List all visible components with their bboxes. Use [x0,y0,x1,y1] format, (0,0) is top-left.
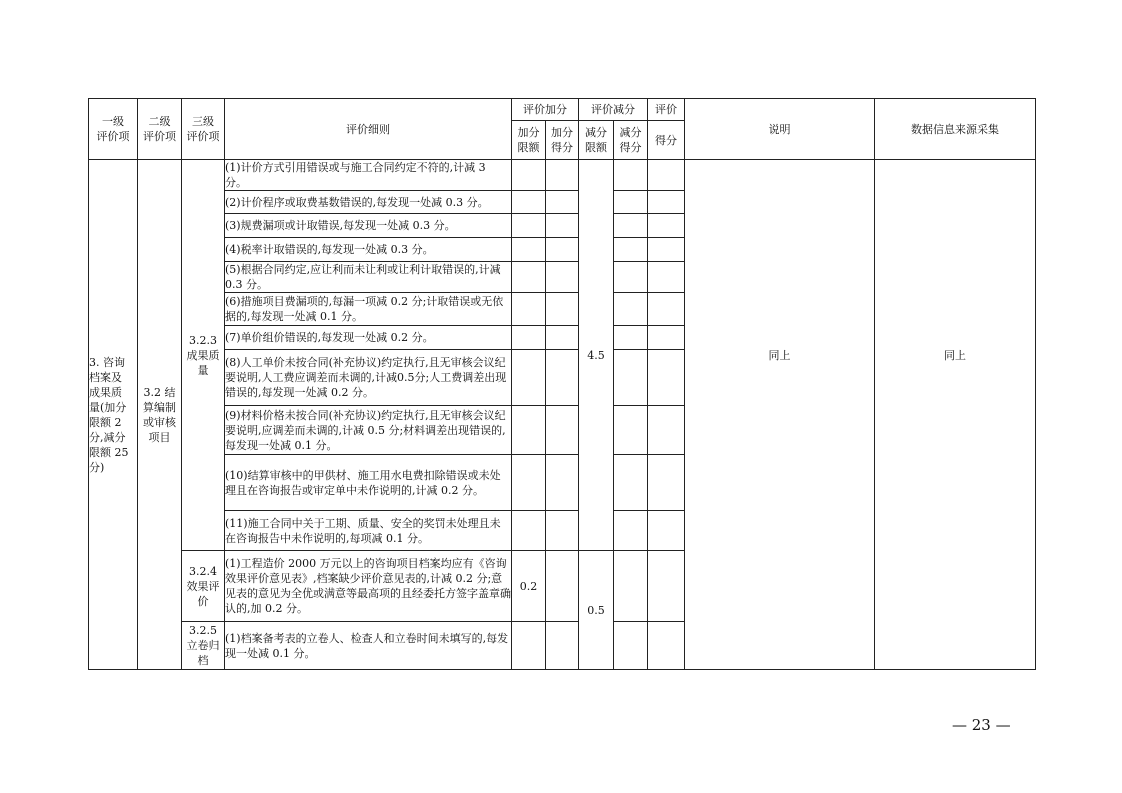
sub-score-cell [614,214,648,238]
eval-score-cell [648,511,685,551]
detail-item: (11)施工合同中关于工期、质量、安全的奖罚未处理且未在咨询报告中未作说明的,每项减 0.1 分。 [225,511,512,551]
detail-item: (2)计价程序或取费基数错误的,每发现一处减 0.3 分。 [225,191,512,214]
sub-score-cell [614,160,648,191]
add-score-cell [546,406,579,455]
sub-score-cell [614,511,648,551]
add-limit-cell [512,238,546,262]
sub-score-cell [614,455,648,511]
eval-score-cell [648,191,685,214]
sub-limit-value-2: 0.5 [579,551,614,670]
explain-value: 同上 [685,160,875,670]
eval-score-cell [648,326,685,350]
header-level1: 一级 评价项 [89,99,138,160]
detail-item: (7)单价组价错误的,每发现一处减 0.2 分。 [225,326,512,350]
header-eval-score: 得分 [648,121,685,160]
add-limit-value: 0.2 [512,551,546,622]
source-value: 同上 [875,160,1036,670]
eval-score-cell [648,350,685,406]
detail-item: (1)档案备考表的立卷人、检查人和立卷时间未填写的,每发现一处减 0.1 分。 [225,622,512,670]
eval-score-cell [648,214,685,238]
sub-score-cell [614,551,648,622]
detail-item: (1)计价方式引用错误或与施工合同约定不符的,计减 3 分。 [225,160,512,191]
level3-item-archive: 3.2.5 立卷归 档 [182,622,225,670]
sub-score-cell [614,293,648,326]
header-eval: 评价 [648,99,685,121]
eval-score-cell [648,293,685,326]
detail-item: (5)根据合同约定,应让利而未让利或让利计取错误的,计减 0.3 分。 [225,262,512,293]
sub-limit-value: 4.5 [579,160,614,551]
add-score-cell [546,551,579,622]
add-score-cell [546,350,579,406]
header-add-score: 加分 得分 [546,121,579,160]
header-detail: 评价细则 [225,99,512,160]
page-number: — 23 — [952,716,1011,734]
sub-score-cell [614,262,648,293]
header-add-limit: 加分 限额 [512,121,546,160]
detail-item: (10)结算审核中的甲供材、施工用水电费扣除错误或未处理且在咨询报告或审定单中未作说明的,计减 0.2 分。 [225,455,512,511]
header-level2: 二级 评价项 [138,99,182,160]
add-score-cell [546,511,579,551]
add-score-cell [546,160,579,191]
eval-score-cell [648,622,685,670]
level1-item: 3. 咨询 档案及 成果质 量(加分 限额 2 分,减分 限额 25 分) [89,160,138,670]
add-limit-cell [512,350,546,406]
add-score-cell [546,293,579,326]
add-limit-cell [512,511,546,551]
add-limit-cell [512,326,546,350]
add-limit-cell [512,406,546,455]
add-score-cell [546,622,579,670]
sub-score-cell [614,406,648,455]
eval-score-cell [648,160,685,191]
sub-score-cell [614,326,648,350]
detail-item: (1)工程造价 2000 万元以上的咨询项目档案均应有《咨询效果评价意见表》,档案缺少评价意见表的,计减 0.2 分;意见表的意见为全优或满意等最高项的且经委托方签字盖章确认的,加 0.2 分。 [225,551,512,622]
add-score-cell [546,238,579,262]
sub-score-cell [614,238,648,262]
header-sub-score: 减分 得分 [614,121,648,160]
sub-score-cell [614,622,648,670]
level2-item: 3.2 结 算编制 或审核 项目 [138,160,182,670]
level3-item-effect: 3.2.4 效果评 价 [182,551,225,622]
header-explain: 说明 [685,99,875,160]
add-limit-cell [512,214,546,238]
level3-item-quality: 3.2.3 成果质 量 [182,160,225,551]
evaluation-table [88,98,1036,670]
add-score-cell [546,455,579,511]
eval-score-cell [648,238,685,262]
add-limit-cell [512,160,546,191]
header-add-group: 评价加分 [512,99,579,121]
detail-item: (3)规费漏项或计取错误,每发现一处减 0.3 分。 [225,214,512,238]
header-source: 数据信息来源采集 [875,99,1036,160]
detail-item: (6)措施项目费漏项的,每漏一项减 0.2 分;计取错误或无依据的,每发现一处减 0.1 分。 [225,293,512,326]
sub-score-cell [614,191,648,214]
add-limit-cell [512,455,546,511]
add-score-cell [546,262,579,293]
sub-score-cell [614,350,648,406]
detail-item: (8)人工单价未按合同(补充协议)约定执行,且无审核会议纪要说明,人工费应调差而未调的,计减0.5分;人工费调差出现错误的,每发现一处减 0.2 分。 [225,350,512,406]
header-level3: 三级 评价项 [182,99,225,160]
eval-score-cell [648,262,685,293]
eval-score-cell [648,455,685,511]
eval-score-cell [648,551,685,622]
add-score-cell [546,326,579,350]
header-sub-limit: 减分 限额 [579,121,614,160]
add-limit-cell [512,622,546,670]
add-limit-cell [512,293,546,326]
add-limit-cell [512,191,546,214]
add-score-cell [546,214,579,238]
header-sub-group: 评价减分 [579,99,648,121]
eval-score-cell [648,406,685,455]
detail-item: (4)税率计取错误的,每发现一处减 0.3 分。 [225,238,512,262]
add-score-cell [546,191,579,214]
add-limit-cell [512,262,546,293]
detail-item: (9)材料价格未按合同(补充协议)约定执行,且无审核会议纪要说明,应调差而未调的,计减 0.5 分;材料调差出现错误的,每发现一处减 0.1 分。 [225,406,512,455]
